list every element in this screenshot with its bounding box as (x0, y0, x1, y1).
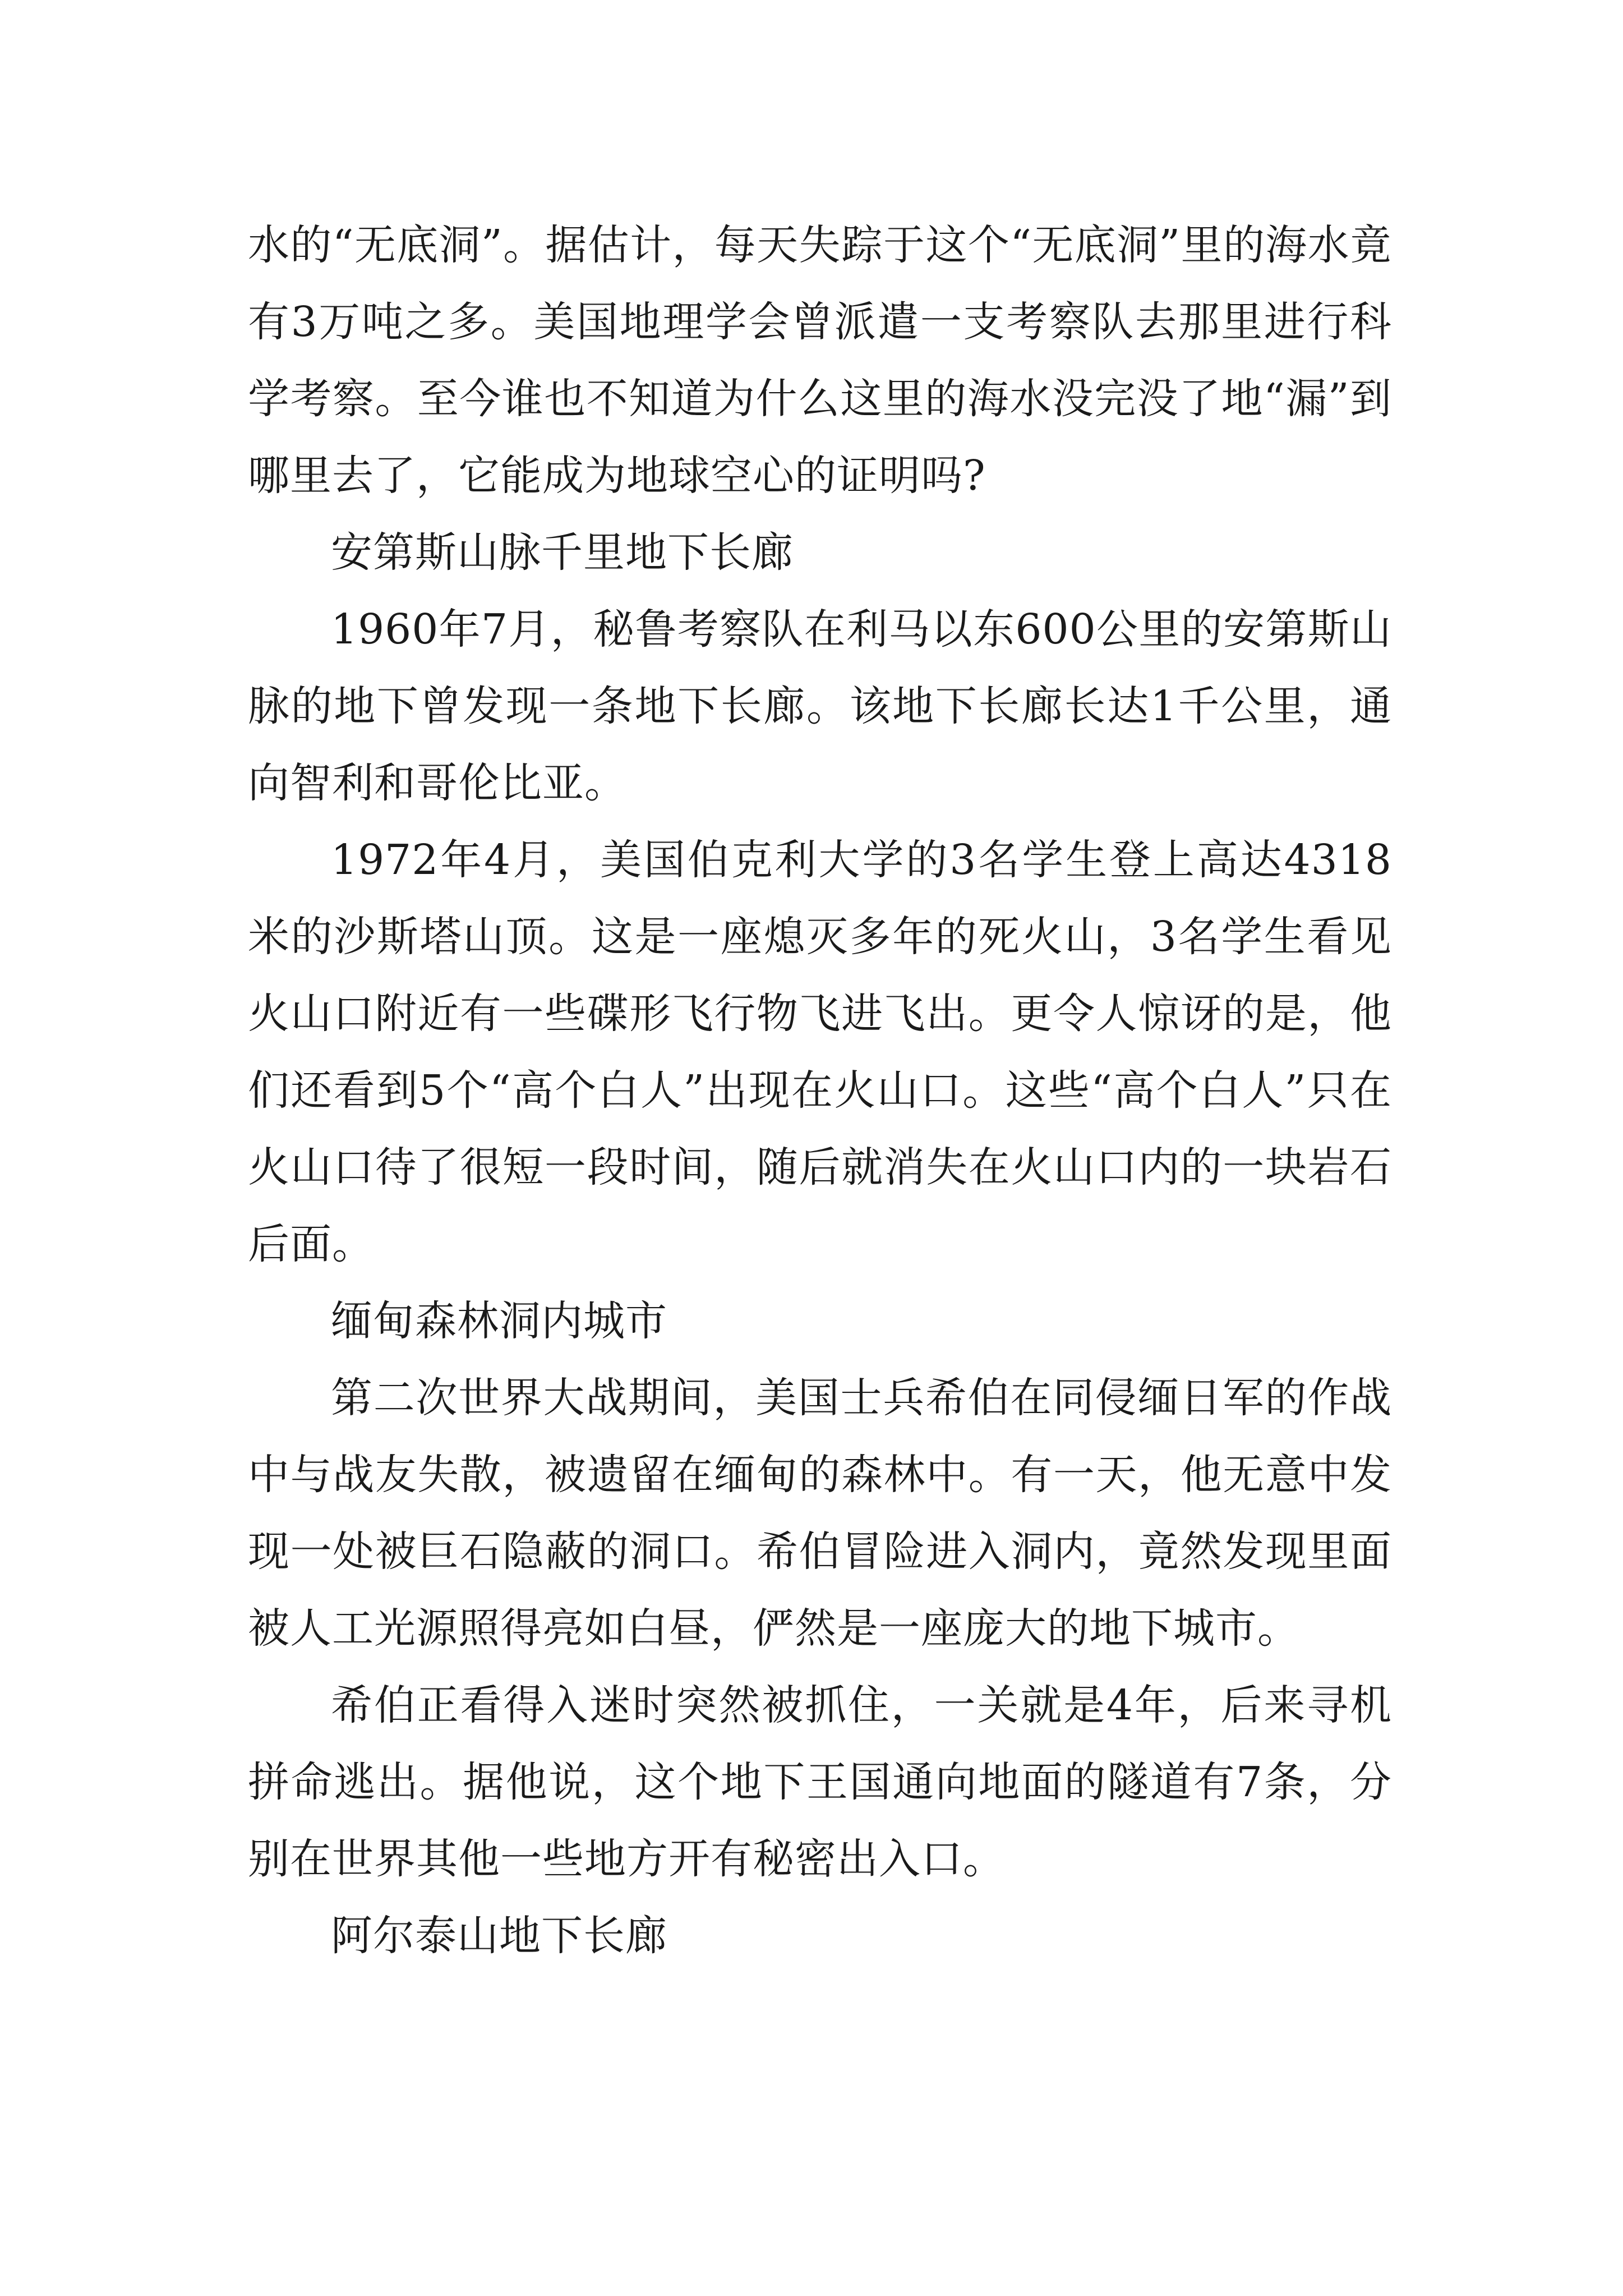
paragraph-andes-corridor: 1960年7月，秘鲁考察队在利马以东600公里的安第斯山脉的地下曾发现一条地下长廊。该地下长廊长达1千公里，通向智利和哥伦比亚。 (248, 605, 1392, 807)
section-heading-burma: 缅甸森林洞内城市 (331, 1297, 667, 1345)
section-heading-altai: 阿尔泰山地下长廊 (331, 1912, 667, 1960)
paragraph-burma-cave-city: 第二次世界大战期间，美国士兵希伯在同侵缅日军的作战中与战友失散，被遗留在缅甸的森林中。有一天，他无意中发现一处被巨石隐蔽的洞口。希伯冒险进入洞内，竟然发现里面被人工光源照得亮如白昼，俨然是一座庞大的地下城市。 (248, 1374, 1392, 1653)
paragraph-continuation: 水的“无底洞”。据估计，每天失踪于这个“无底洞”里的海水竟有3万吨之多。美国地理学会曾派遣一支考察队去那里进行科学考察。至今谁也不知道为什么这里的海水没完没了地“漏”到哪里去了，它能成为地球空心的证明吗? (248, 221, 1392, 500)
paragraph-escape-tunnels: 希伯正看得入迷时突然被抓住，一关就是4年，后来寻机拼命逃出。据他说，这个地下王国通向地面的隧道有7条，分别在世界其他一些地方开有秘密出入口。 (248, 1681, 1392, 1883)
document-body (248, 207, 1392, 1975)
section-heading-andes: 安第斯山脉千里地下长廊 (331, 528, 794, 577)
paragraph-shasta-volcano: 1972年4月，美国伯克利大学的3名学生登上高达4318米的沙斯塔山顶。这是一座熄灭多年的死火山，3名学生看见火山口附近有一些碟形飞行物飞进飞出。更令人惊讶的是，他们还看到5个“高个白人”出现在火山口。这些“高个白人”只在火山口待了很短一段时间，随后就消失在火山口内的一块岩石后面。 (248, 836, 1392, 1268)
